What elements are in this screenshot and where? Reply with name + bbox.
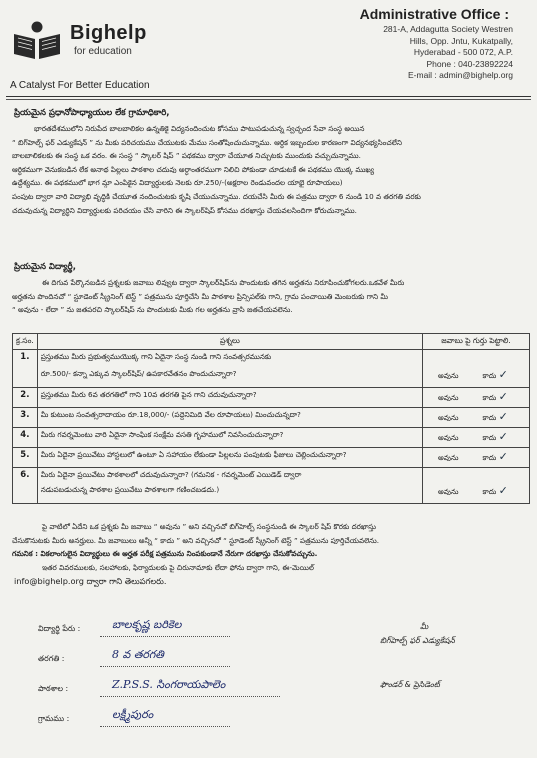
name-underline xyxy=(100,636,230,637)
answer-no[interactable]: కాదు xyxy=(482,433,497,442)
question-text: ప్రస్తుతము మీరు ప్రభుత్వముయొక్క గాని ఏదైనా సంస్థ నుండి గాని సంవత్సరమునకు xyxy=(40,352,272,361)
office-address xyxy=(383,24,513,82)
answer-cell[interactable] xyxy=(423,448,530,468)
eligibility-table xyxy=(12,333,530,504)
check-mark-icon: ✓ xyxy=(498,450,508,463)
check-mark-icon: ✓ xyxy=(498,430,508,443)
question-text: ప్రస్తుతము మీరు 6వ తరగతిలో గాని 10వ తరగతి పైన గాని చదువుచున్నారా? xyxy=(37,388,422,408)
table-row xyxy=(13,448,530,468)
instructions-paragraph xyxy=(12,520,526,574)
signature-title: ఫౌండర్ & ప్రెసిడెంట్ xyxy=(380,680,440,689)
col-header-question: ప్రశ్నలు xyxy=(37,334,422,350)
salutation-student: ప్రియమైన విద్యార్థీ, xyxy=(14,262,76,272)
paragraph-line: ఆర్థికముగా వెనుకబడిన లేక అనాథ పిల్లలు పాఠశాల చదువు అర్ధాంతరముగా నిలిచి పోకుండా చూడుటకే ఈ పథకము యొక్క ముఖ్య xyxy=(12,164,375,174)
answer-yes[interactable]: అవును xyxy=(438,371,459,380)
question-cell xyxy=(37,350,422,388)
class-field[interactable]: 8 వ తరగతి xyxy=(112,648,164,661)
address-line: Hills, Opp. Jntu, Kukatpally, xyxy=(409,35,513,46)
paragraph-line: భారతదేశములోని నిరుపేద బాలబాలికల ఉన్నతికై విద్యనందించుట కోసము పాటుపడుచున్న స్వచ్ఛంద సేవా సంస్థ అయిన xyxy=(34,124,365,133)
answer-no[interactable]: కాదు xyxy=(482,487,497,496)
class-underline xyxy=(100,666,230,667)
check-mark-icon: ✓ xyxy=(498,368,508,381)
answer-yes[interactable]: అవును xyxy=(438,453,459,462)
student-name-field[interactable]: బాలకృష్ణ బరికెల xyxy=(112,618,182,631)
brand-name: Bighelp xyxy=(70,22,147,44)
answer-yes[interactable]: అవును xyxy=(438,393,459,402)
answer-cell[interactable] xyxy=(423,408,530,428)
answer-no[interactable]: కాదు xyxy=(482,413,497,422)
header-divider-thin xyxy=(6,99,531,100)
row-number: 1. xyxy=(13,350,38,388)
paragraph-line: పై వాటిలో ఏదేని ఒక ప్రశ్నకు మీ జవాబు “ అవును ” అని వచ్చినచో బిగ్‌హెల్ప్ సంస్థనుండి ఈ స్కాలర్ షిప్ కొరకు దరఖాస్తు xyxy=(42,522,376,531)
answer-cell[interactable] xyxy=(423,388,530,408)
answer-cell[interactable] xyxy=(423,350,530,388)
question-text: మీ కుటుంబ సంవత్సరాదాయం రూ.18,000/- (పద్దెనిమిది వేల రూపాయలు) మించుచున్నదా? xyxy=(37,408,422,428)
brand-subtitle: for education xyxy=(74,46,132,57)
school-underline xyxy=(100,696,280,697)
header-divider xyxy=(6,96,531,97)
paragraph-line: ఈ దిగువ పేర్కొనబడిన ప్రశ్నలకు జవాబు లివ్వుట ద్వారా స్కాలర్‌షిప్‌ను పొందుటకు తగిన అర్హతను నిరూపించుకోగలరు.ఒకవేళ మీరు xyxy=(42,278,405,287)
question-text: మీరు ఏదైనా ప్రయివేటు పాఠశాలలో చదువుచున్నారా? (గమనిక - గవర్నమెంట్ ఎయిడెడ్ ద్వారా xyxy=(40,470,302,479)
question-text: మీరు ఏదైనా ప్రయివేటు హాస్టలులో ఉంటూ ఏ సహాయం లేకుండా పిల్లలను పంపుటకు ఫీజులు చెల్లించుచున్నారా? xyxy=(37,448,422,468)
row-number: 5. xyxy=(13,448,38,468)
paragraph-line: “ అవును - లేదా ” ను జతపరచి స్కాలర్‌షిప్ ను పొందుటకు మీకు గల అర్హతను వ్రాసి జతచేయవలెను. xyxy=(12,305,293,315)
contact-email-line: info@bighelp.org ద్వారా గాని తెలుపగలరు. xyxy=(14,576,167,586)
table-row xyxy=(13,428,530,448)
signature-org: బిగ్‌హెల్ప్ ఫర్ ఎడ్యుకేషన్ xyxy=(380,636,455,645)
col-header-answer: జవాబు పై గుర్తు పెట్టాలి. xyxy=(423,334,530,350)
paragraph-line: గమనిక : వికలాంగులైన విద్యార్థులు ఈ అర్హత పరీక్ష పత్రమును నింపకుండానే నేరుగా దరఖాస్తు చేసుకోవచ్చును. xyxy=(12,549,318,559)
school-field[interactable]: Z.P.S.S. సింగరాయపాలెం xyxy=(112,678,226,691)
answer-no[interactable]: కాదు xyxy=(482,371,497,380)
salutation-headmaster: ప్రియమైన ప్రధానోపాధ్యాయుల లేక గ్రామాధికారి, xyxy=(14,108,170,118)
question-text: నడుపబడుచున్న పాఠశాల ప్రయివేటు పాఠశాలగా గణించబడదు.) xyxy=(40,485,220,494)
check-mark-icon: ✓ xyxy=(498,484,508,497)
class-label: తరగతి : xyxy=(38,654,65,663)
table-row xyxy=(13,388,530,408)
check-mark-icon: ✓ xyxy=(498,390,508,403)
answer-yes[interactable]: అవును xyxy=(438,487,459,496)
school-label: పాఠశాల : xyxy=(38,684,69,693)
village-underline xyxy=(100,726,230,727)
table-row xyxy=(13,408,530,428)
paragraph-line: ఉద్దేశ్యము. ఈ పథకములో భాగ మ్గా ఎంపికైన విద్యార్థులకు నెలకు రూ.250/-(అక్షరాల రెండువందల యాభై రూపాయలు) xyxy=(12,178,343,188)
table-row xyxy=(13,350,530,388)
intro-paragraph xyxy=(12,122,526,217)
col-header-number: క్ర.సం. xyxy=(13,334,38,350)
table-header-row xyxy=(13,334,530,350)
student-paragraph xyxy=(12,276,526,317)
question-text: మీరు గవర్నమెంటు వారి ఏదైనా సాంఘిక సంక్షేమ వసతి గృహములో నివసించుచున్నారా? xyxy=(37,428,422,448)
row-number: 4. xyxy=(13,428,38,448)
village-field[interactable]: లక్ష్మీపురం xyxy=(112,708,154,721)
row-number: 2. xyxy=(13,388,38,408)
signature-closing: మీ xyxy=(420,622,429,631)
answer-yes[interactable]: అవును xyxy=(438,433,459,442)
paragraph-line: ఇతర వివరములకు, సలహాలకు, ఫిర్యాదులకు పై చిరునామాకు లేదా ఫోను ద్వారా గాని, ఈ-మెయిల్ xyxy=(42,562,314,572)
check-mark-icon: ✓ xyxy=(498,410,508,423)
answer-cell[interactable] xyxy=(423,468,530,504)
email-line: E-mail : admin@bighelp.org xyxy=(407,70,513,80)
phone-line: Phone : 040-23892224 xyxy=(426,58,513,69)
answer-no[interactable]: కాదు xyxy=(482,393,497,402)
village-label: గ్రామము : xyxy=(38,714,70,723)
bighelp-logo-icon xyxy=(8,20,66,62)
answer-cell[interactable] xyxy=(423,428,530,448)
paragraph-line: అర్హతను పొందినచో “ స్టూడెంట్ స్క్రీనింగ్ టెస్ట్ ” పత్రమును పూర్తిచేసి మీ పాఠశాల ప్రిన్సిపల్‌కు గాని, గ్రామ పంచాయితి మెంబరుకు గాని మీ xyxy=(12,291,388,301)
paragraph-line: పంపుట ద్వారా వారి విద్యాభి వృద్ధికి చేయూత నందించుటకు కృషి చేయుచున్నాము. దయచేసి మీరు ఈ పత్రము ద్వారా 6 నుండి 10 వ తరగతి వరకు xyxy=(12,191,421,201)
tagline: A Catalyst For Better Education xyxy=(10,80,150,91)
row-number: 3. xyxy=(13,408,38,428)
address-line: Hyderabad - 500 072, A.P. xyxy=(413,47,513,57)
answer-yes[interactable]: అవును xyxy=(438,413,459,422)
paragraph-line: చేసుకొనుటకు మీరు అనర్హులు. మీ జవాబులు అన్నీ “ కాదు ” అని వచ్చినచో “ స్టూడెంట్ స్క్రీనింగ్ టెస్ట్ ” పత్రమును పూర్తిచేయవలెను. xyxy=(12,535,379,545)
address-line: 281-A, Addagutta Society Westren xyxy=(383,24,513,34)
question-text: రూ.500/- కన్నా ఎక్కువ స్కాలర్‌షిప్/ ఉపకారవేతనం పొందుచున్నారా? xyxy=(40,369,237,378)
student-name-label: విద్యార్థి పేరు : xyxy=(38,624,81,633)
paragraph-line: చదువుచున్న విద్యార్థిని విద్యార్థులకు పరిచయం చేసి వారిని ఈ స్కాలర్‌షిప్ కోసము దరఖాస్తు చేయవలసిందిగా కోరుచున్నాము. xyxy=(12,205,357,215)
paragraph-line: బాలబాలికలకు ఈ సంస్థ ఒక వరం. ఈ సంస్థ “ స్కాలర్ షిప్ ” పథకము ద్వారా చేయూత నిచ్చుటకు ముందుకు వచ్చుచున్నాము. xyxy=(12,151,361,161)
table-row xyxy=(13,468,530,504)
answer-no[interactable]: కాదు xyxy=(482,453,497,462)
row-number: 6. xyxy=(13,468,38,504)
office-title: Administrative Office : xyxy=(359,6,509,22)
paragraph-line: “ బిగ్‌హెల్ప్ ఫర్ ఎడ్యుకేషన్ ” ను మీకు పరిచయము చేయుటకు మేము సంతోషించుచున్నాము. ఆర్థిక ఇబ్బందుల కారణంగా విద్యనభ్యసించలేని xyxy=(12,137,402,147)
question-cell xyxy=(37,468,422,504)
